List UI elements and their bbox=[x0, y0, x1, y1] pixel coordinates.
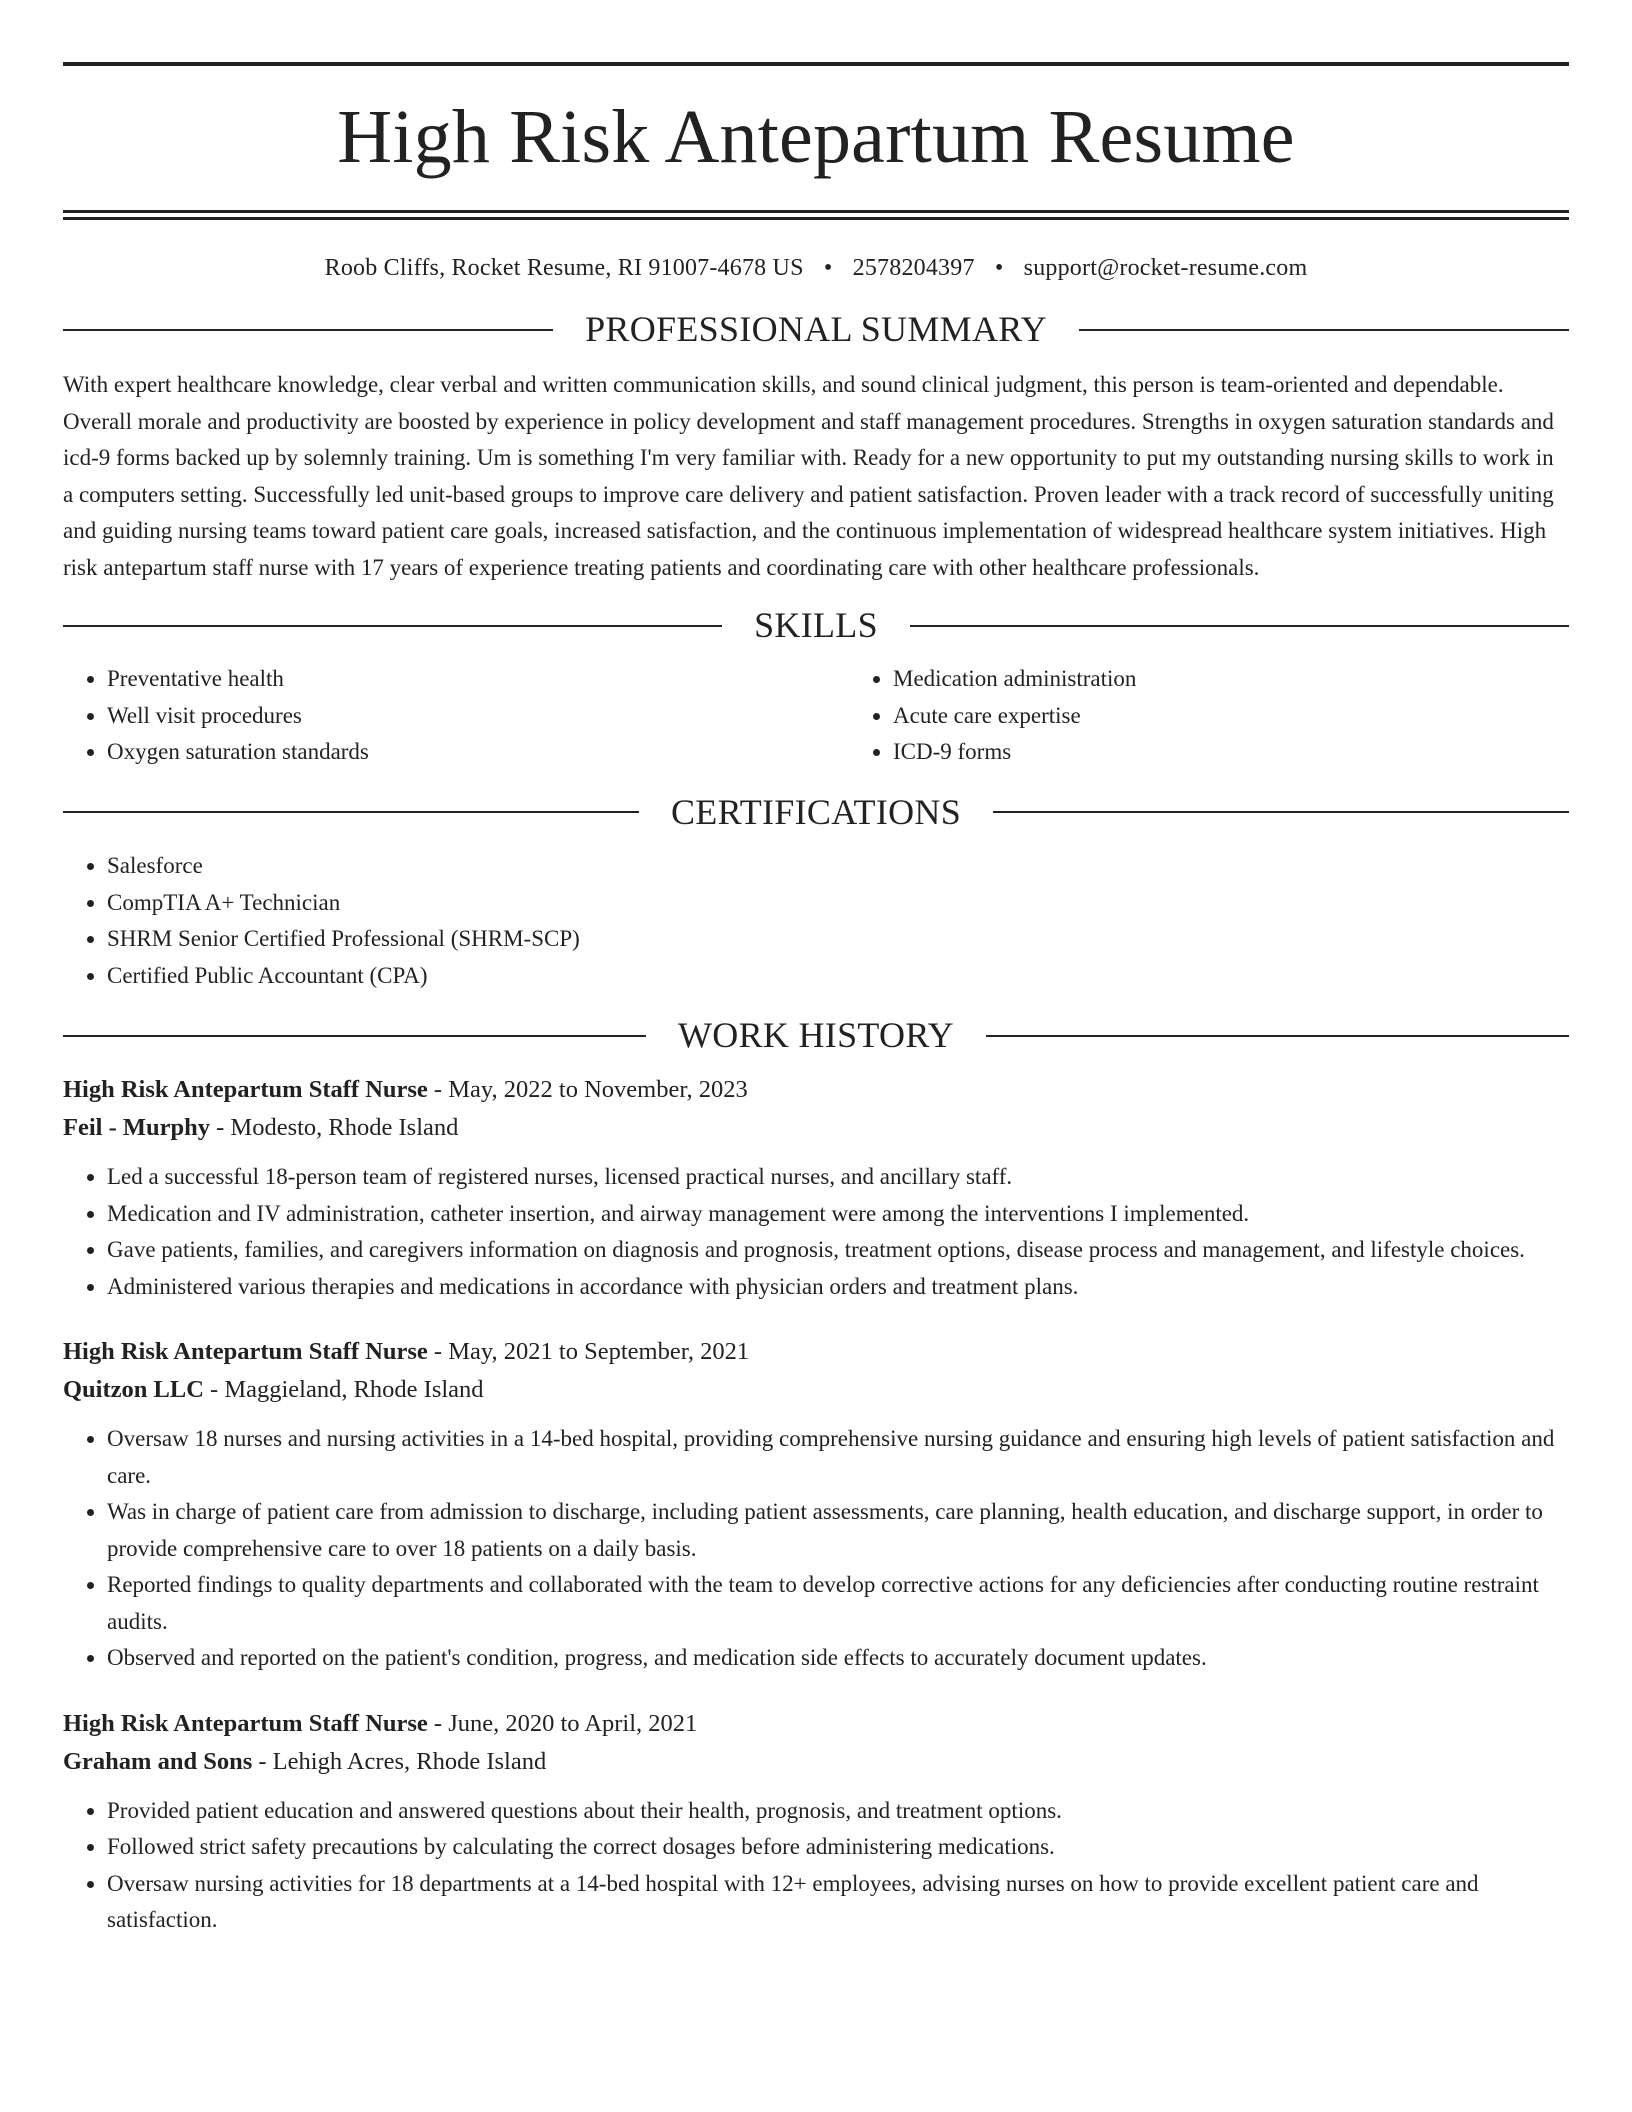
job-title-line bbox=[63, 1705, 1569, 1743]
job-bullet: • Led a successful 18-person team of registered nurses, licensed practical nurses, and ancillary staff. bbox=[107, 1159, 1569, 1196]
contact-address: Roob Cliffs, Rocket Resume, RI 91007-4678 US bbox=[324, 255, 804, 281]
skills-column-right bbox=[849, 661, 1136, 771]
heading-rule bbox=[986, 1035, 1569, 1037]
title-double-rule bbox=[63, 210, 1569, 220]
skill-item: • Well visit procedures bbox=[107, 698, 849, 735]
job-title: High Risk Antepartum Staff Nurse bbox=[63, 1709, 428, 1737]
certification-item: • SHRM Senior Certified Professional (SHRM-SCP) bbox=[107, 921, 1569, 958]
job-title: High Risk Antepartum Staff Nurse bbox=[63, 1076, 428, 1104]
contact-separator: • bbox=[823, 255, 833, 281]
section-heading-skills bbox=[63, 604, 1569, 647]
job-bullets bbox=[63, 1159, 1569, 1305]
heading-rule bbox=[910, 625, 1569, 627]
heading-rule bbox=[63, 1035, 646, 1037]
skill-item: • Medication administration bbox=[893, 661, 1136, 698]
skill-item: • Oxygen saturation standards bbox=[107, 734, 849, 771]
summary-paragraph: With expert healthcare knowledge, clear verbal and written communication skills, and sound clinical judgment, this person is team-oriented and dependable. Overall morale and productivity are boosted by experience in policy development and staff management procedures. Strengths in oxygen saturation standards and icd-9 forms backed up by solemnly training. Um is something I'm very familiar with. Ready for a new opportunity to put my outstanding nursing skills to work in a computers setting. Successfully led unit-based groups to improve care delivery and patient satisfaction. Proven leader with a track record of successfully uniting and guiding nursing teams toward patient care goals, increased satisfaction, and the continuous implementation of widespread healthcare system initiatives. High risk antepartum staff nurse with 17 years of experience treating patients and coordinating care with other healthcare professionals. bbox=[63, 372, 1554, 580]
section-title: PROFESSIONAL SUMMARY bbox=[585, 309, 1047, 349]
skill-item: • Preventative health bbox=[107, 661, 849, 698]
job-bullets bbox=[63, 1421, 1569, 1677]
resume-title: High Risk Antepartum Resume bbox=[337, 95, 1295, 179]
job-entry bbox=[63, 1705, 1569, 1939]
job-location: - Modesto, Rhode Island bbox=[210, 1114, 459, 1142]
heading-rule bbox=[993, 811, 1569, 813]
job-dates: - May, 2022 to November, 2023 bbox=[427, 1076, 748, 1104]
job-company-line bbox=[63, 1371, 1569, 1409]
certification-item: • CompTIA A+ Technician bbox=[107, 885, 1569, 922]
job-location: - Lehigh Acres, Rhode Island bbox=[252, 1747, 547, 1775]
contact-separator: • bbox=[994, 255, 1004, 281]
job-bullet: • Followed strict safety precautions by calculating the correct dosages before administering medications. bbox=[107, 1829, 1569, 1866]
section-title: CERTIFICATIONS bbox=[670, 791, 962, 832]
job-bullet: • Observed and reported on the patient's condition, progress, and medication side effects to accurately document updates. bbox=[107, 1640, 1569, 1677]
skill-item: • ICD-9 forms bbox=[893, 734, 1136, 771]
job-title-line bbox=[63, 1333, 1569, 1371]
top-rule bbox=[63, 62, 1569, 66]
job-title: High Risk Antepartum Staff Nurse bbox=[63, 1338, 428, 1366]
contact-line bbox=[63, 255, 1569, 282]
skills-list bbox=[63, 661, 1569, 771]
job-location: - Maggieland, Rhode Island bbox=[203, 1376, 484, 1404]
job-bullet: • Medication and IV administration, catheter insertion, and airway management were among the interventions I implemented. bbox=[107, 1196, 1569, 1233]
contact-email: support@rocket-resume.com bbox=[1023, 255, 1308, 281]
job-company: Feil - Murphy bbox=[63, 1114, 210, 1142]
heading-rule bbox=[1079, 329, 1569, 331]
section-heading-certifications bbox=[63, 791, 1569, 834]
job-bullet: • Reported findings to quality departments and collaborated with the team to develop corrective actions for any deficiencies after conducting routine restraint audits. bbox=[107, 1567, 1569, 1640]
job-bullet: • Was in charge of patient care from admission to discharge, including patient assessments, care planning, health education, and discharge support, in order to provide comprehensive care to over 18 patients on a daily basis. bbox=[107, 1494, 1569, 1567]
job-company-line bbox=[63, 1743, 1569, 1781]
section-heading-summary bbox=[63, 308, 1569, 351]
heading-rule bbox=[63, 329, 553, 331]
heading-rule bbox=[63, 811, 639, 813]
job-bullet: • Provided patient education and answered questions about their health, prognosis, and treatment options. bbox=[107, 1793, 1569, 1830]
job-bullet: • Oversaw 18 nurses and nursing activities in a 14-bed hospital, providing comprehensive nursing guidance and ensuring high levels of patient satisfaction and care. bbox=[107, 1421, 1569, 1494]
certification-item: • Salesforce bbox=[107, 848, 1569, 885]
certification-item: • Certified Public Accountant (CPA) bbox=[107, 958, 1569, 995]
skill-item: • Acute care expertise bbox=[893, 698, 1136, 735]
section-title: WORK HISTORY bbox=[678, 1015, 954, 1056]
contact-phone: 2578204397 bbox=[852, 255, 975, 281]
skills-column-left bbox=[63, 661, 849, 771]
certifications-list bbox=[63, 848, 1569, 994]
job-entry bbox=[63, 1333, 1569, 1677]
job-company-line bbox=[63, 1109, 1569, 1147]
job-bullet: • Gave patients, families, and caregivers information on diagnosis and prognosis, treatment options, disease process and management, and lifestyle choices. bbox=[107, 1232, 1569, 1269]
job-dates: - May, 2021 to September, 2021 bbox=[427, 1338, 750, 1366]
job-title-line bbox=[63, 1071, 1569, 1109]
job-entry bbox=[63, 1071, 1569, 1305]
heading-rule bbox=[63, 625, 722, 627]
job-bullet: • Oversaw nursing activities for 18 departments at a 14-bed hospital with 12+ employees, advising nurses on how to provide excellent patient care and satisfaction. bbox=[107, 1866, 1569, 1939]
job-dates: - June, 2020 to April, 2021 bbox=[427, 1709, 698, 1737]
job-company: Quitzon LLC bbox=[63, 1376, 204, 1404]
job-bullets bbox=[63, 1793, 1569, 1939]
section-title: SKILLS bbox=[754, 605, 878, 646]
job-company: Graham and Sons bbox=[63, 1747, 253, 1775]
job-bullet: • Administered various therapies and medications in accordance with physician orders and treatment plans. bbox=[107, 1269, 1569, 1306]
section-heading-work bbox=[63, 1014, 1569, 1057]
